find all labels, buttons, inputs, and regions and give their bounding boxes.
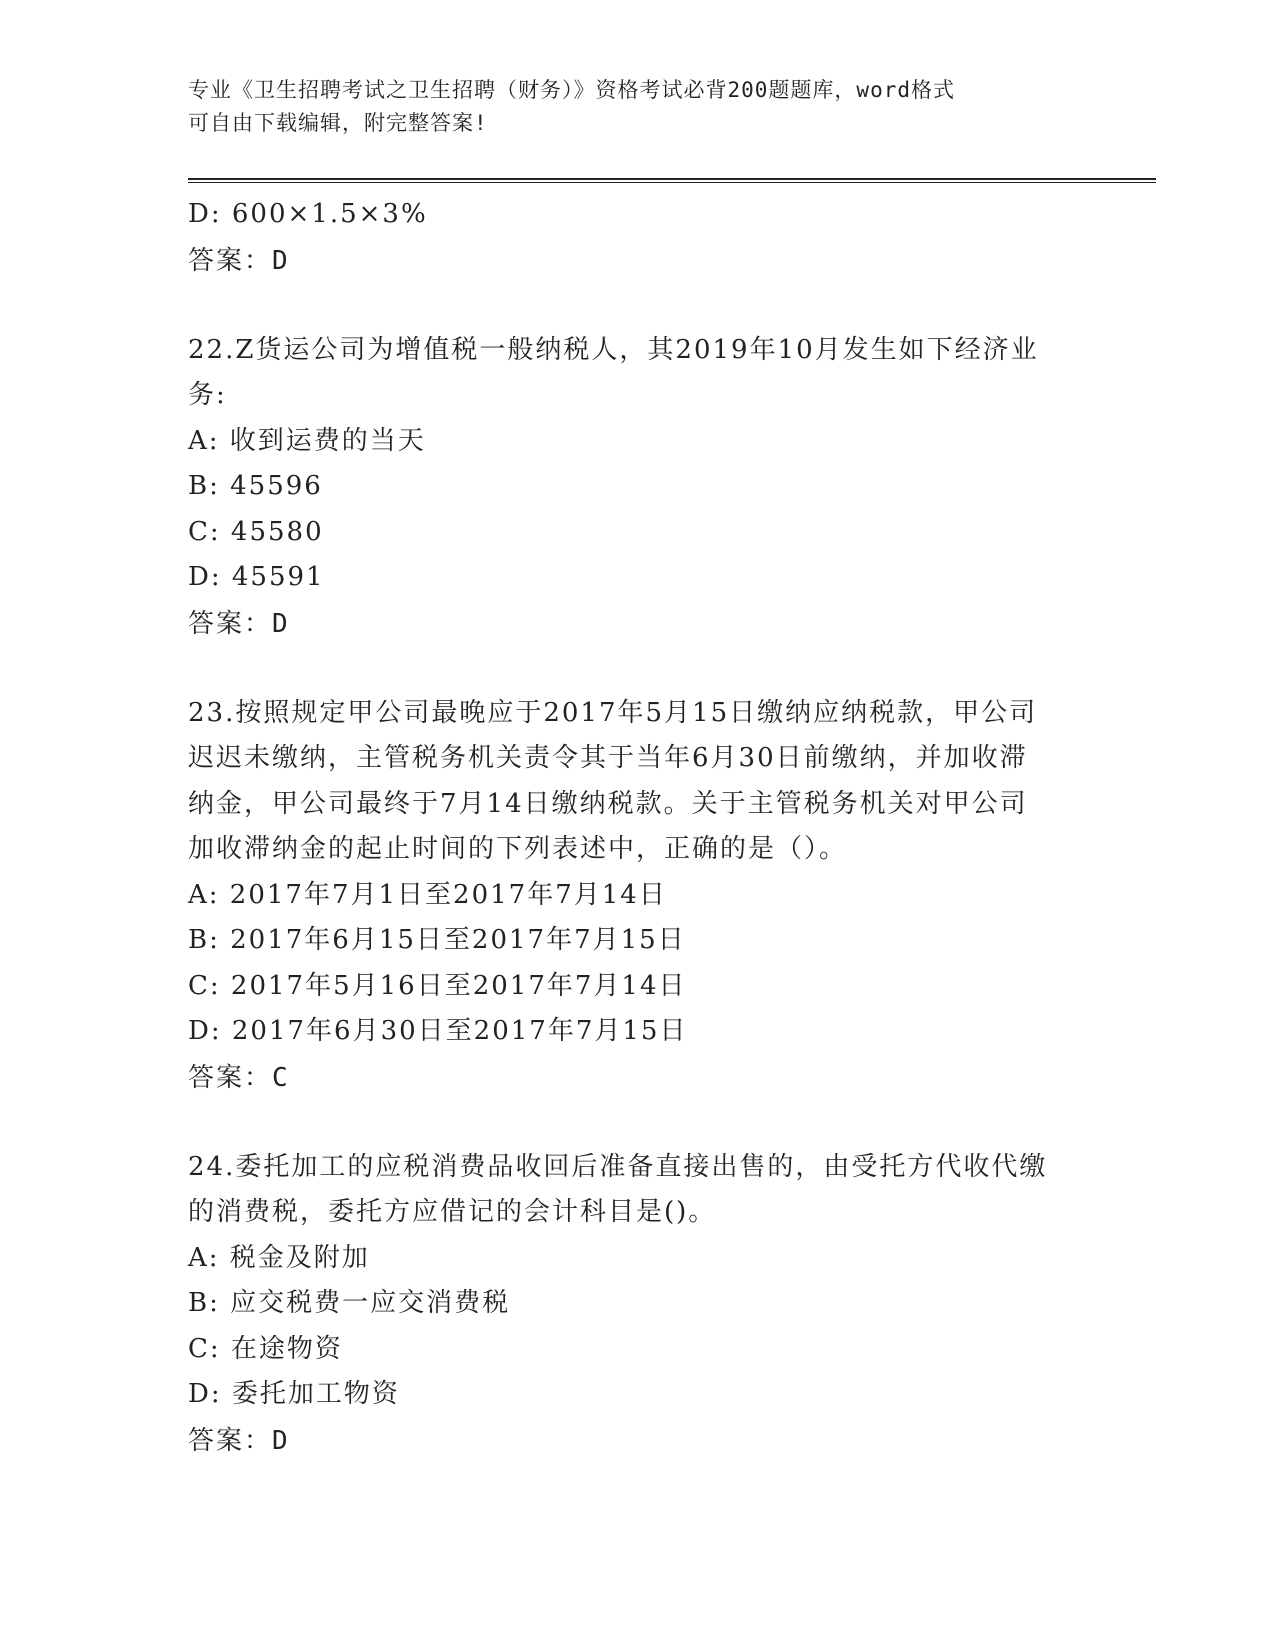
answer-value: D — [272, 245, 290, 276]
question-stem: 的消费税，委托方应借记的会计科目是()。 — [188, 1197, 717, 1227]
answer-line — [188, 1055, 1088, 1101]
answer-label: 答案： — [188, 1062, 273, 1093]
option-b: B: 应交税费一应交消费税 — [188, 1288, 511, 1318]
option-b: B: 45596 — [188, 471, 323, 501]
option-c: C: 45580 — [188, 516, 324, 547]
question-stem: 23.按照规定甲公司最晚应于2017年5月15日缴纳应纳税款，甲公司 — [188, 697, 1038, 728]
option-c: C: 在途物资 — [188, 1333, 343, 1364]
option-a: A: 税金及附加 — [188, 1242, 370, 1273]
answer-label: 答案： — [188, 245, 273, 276]
question-stem: 纳金，甲公司最终于7月14日缴纳税款。关于主管税务机关对甲公司 — [188, 788, 1028, 819]
answer-label: 答案： — [188, 608, 273, 639]
option-d: D: 600×1.5×3% — [188, 199, 428, 229]
option-b: B: 2017年6月15日至2017年7月15日 — [188, 925, 686, 955]
option-d: D: 委托加工物资 — [188, 1379, 400, 1409]
header-rule-thick — [188, 178, 1156, 180]
header-rule-thin — [188, 182, 1156, 183]
question-23 — [188, 691, 1088, 1101]
answer-line — [188, 238, 1088, 284]
option-d: D: 2017年6月30日至2017年7月15日 — [188, 1016, 688, 1046]
answer-line — [188, 601, 1088, 647]
question-stem: 加收滞纳金的起止时间的下列表述中，正确的是（）。 — [188, 834, 848, 864]
answer-value: C — [272, 1062, 290, 1093]
question-list — [188, 192, 1088, 1464]
question-21 — [188, 192, 1088, 284]
answer-line — [188, 1418, 1088, 1464]
question-22 — [188, 328, 1088, 647]
header-line-1: 专业《卫生招聘考试之卫生招聘（财务）》资格考试必背200题题库，word格式 — [188, 78, 955, 102]
question-stem: 22.Z货运公司为增值税一般纳税人，其2019年10月发生如下经济业 — [188, 334, 1039, 365]
question-stem: 24.委托加工的应税消费品收回后准备直接出售的，由受托方代收代缴 — [188, 1151, 1048, 1182]
option-a: A: 收到运费的当天 — [188, 425, 426, 456]
answer-value: D — [272, 608, 290, 639]
header-line-2: 可自由下载编辑，附完整答案! — [188, 111, 488, 135]
question-stem: 务: — [188, 380, 227, 410]
option-c: C: 2017年5月16日至2017年7月14日 — [188, 970, 687, 1001]
option-d: D: 45591 — [188, 562, 325, 592]
answer-label: 答案： — [188, 1425, 273, 1456]
answer-value: D — [272, 1425, 290, 1456]
question-24 — [188, 1145, 1088, 1464]
question-stem: 迟迟未缴纳，主管税务机关责令其于当年6月30日前缴纳，并加收滞 — [188, 743, 1028, 773]
option-a: A: 2017年7月1日至2017年7月14日 — [188, 879, 667, 910]
document-header — [188, 74, 1068, 140]
